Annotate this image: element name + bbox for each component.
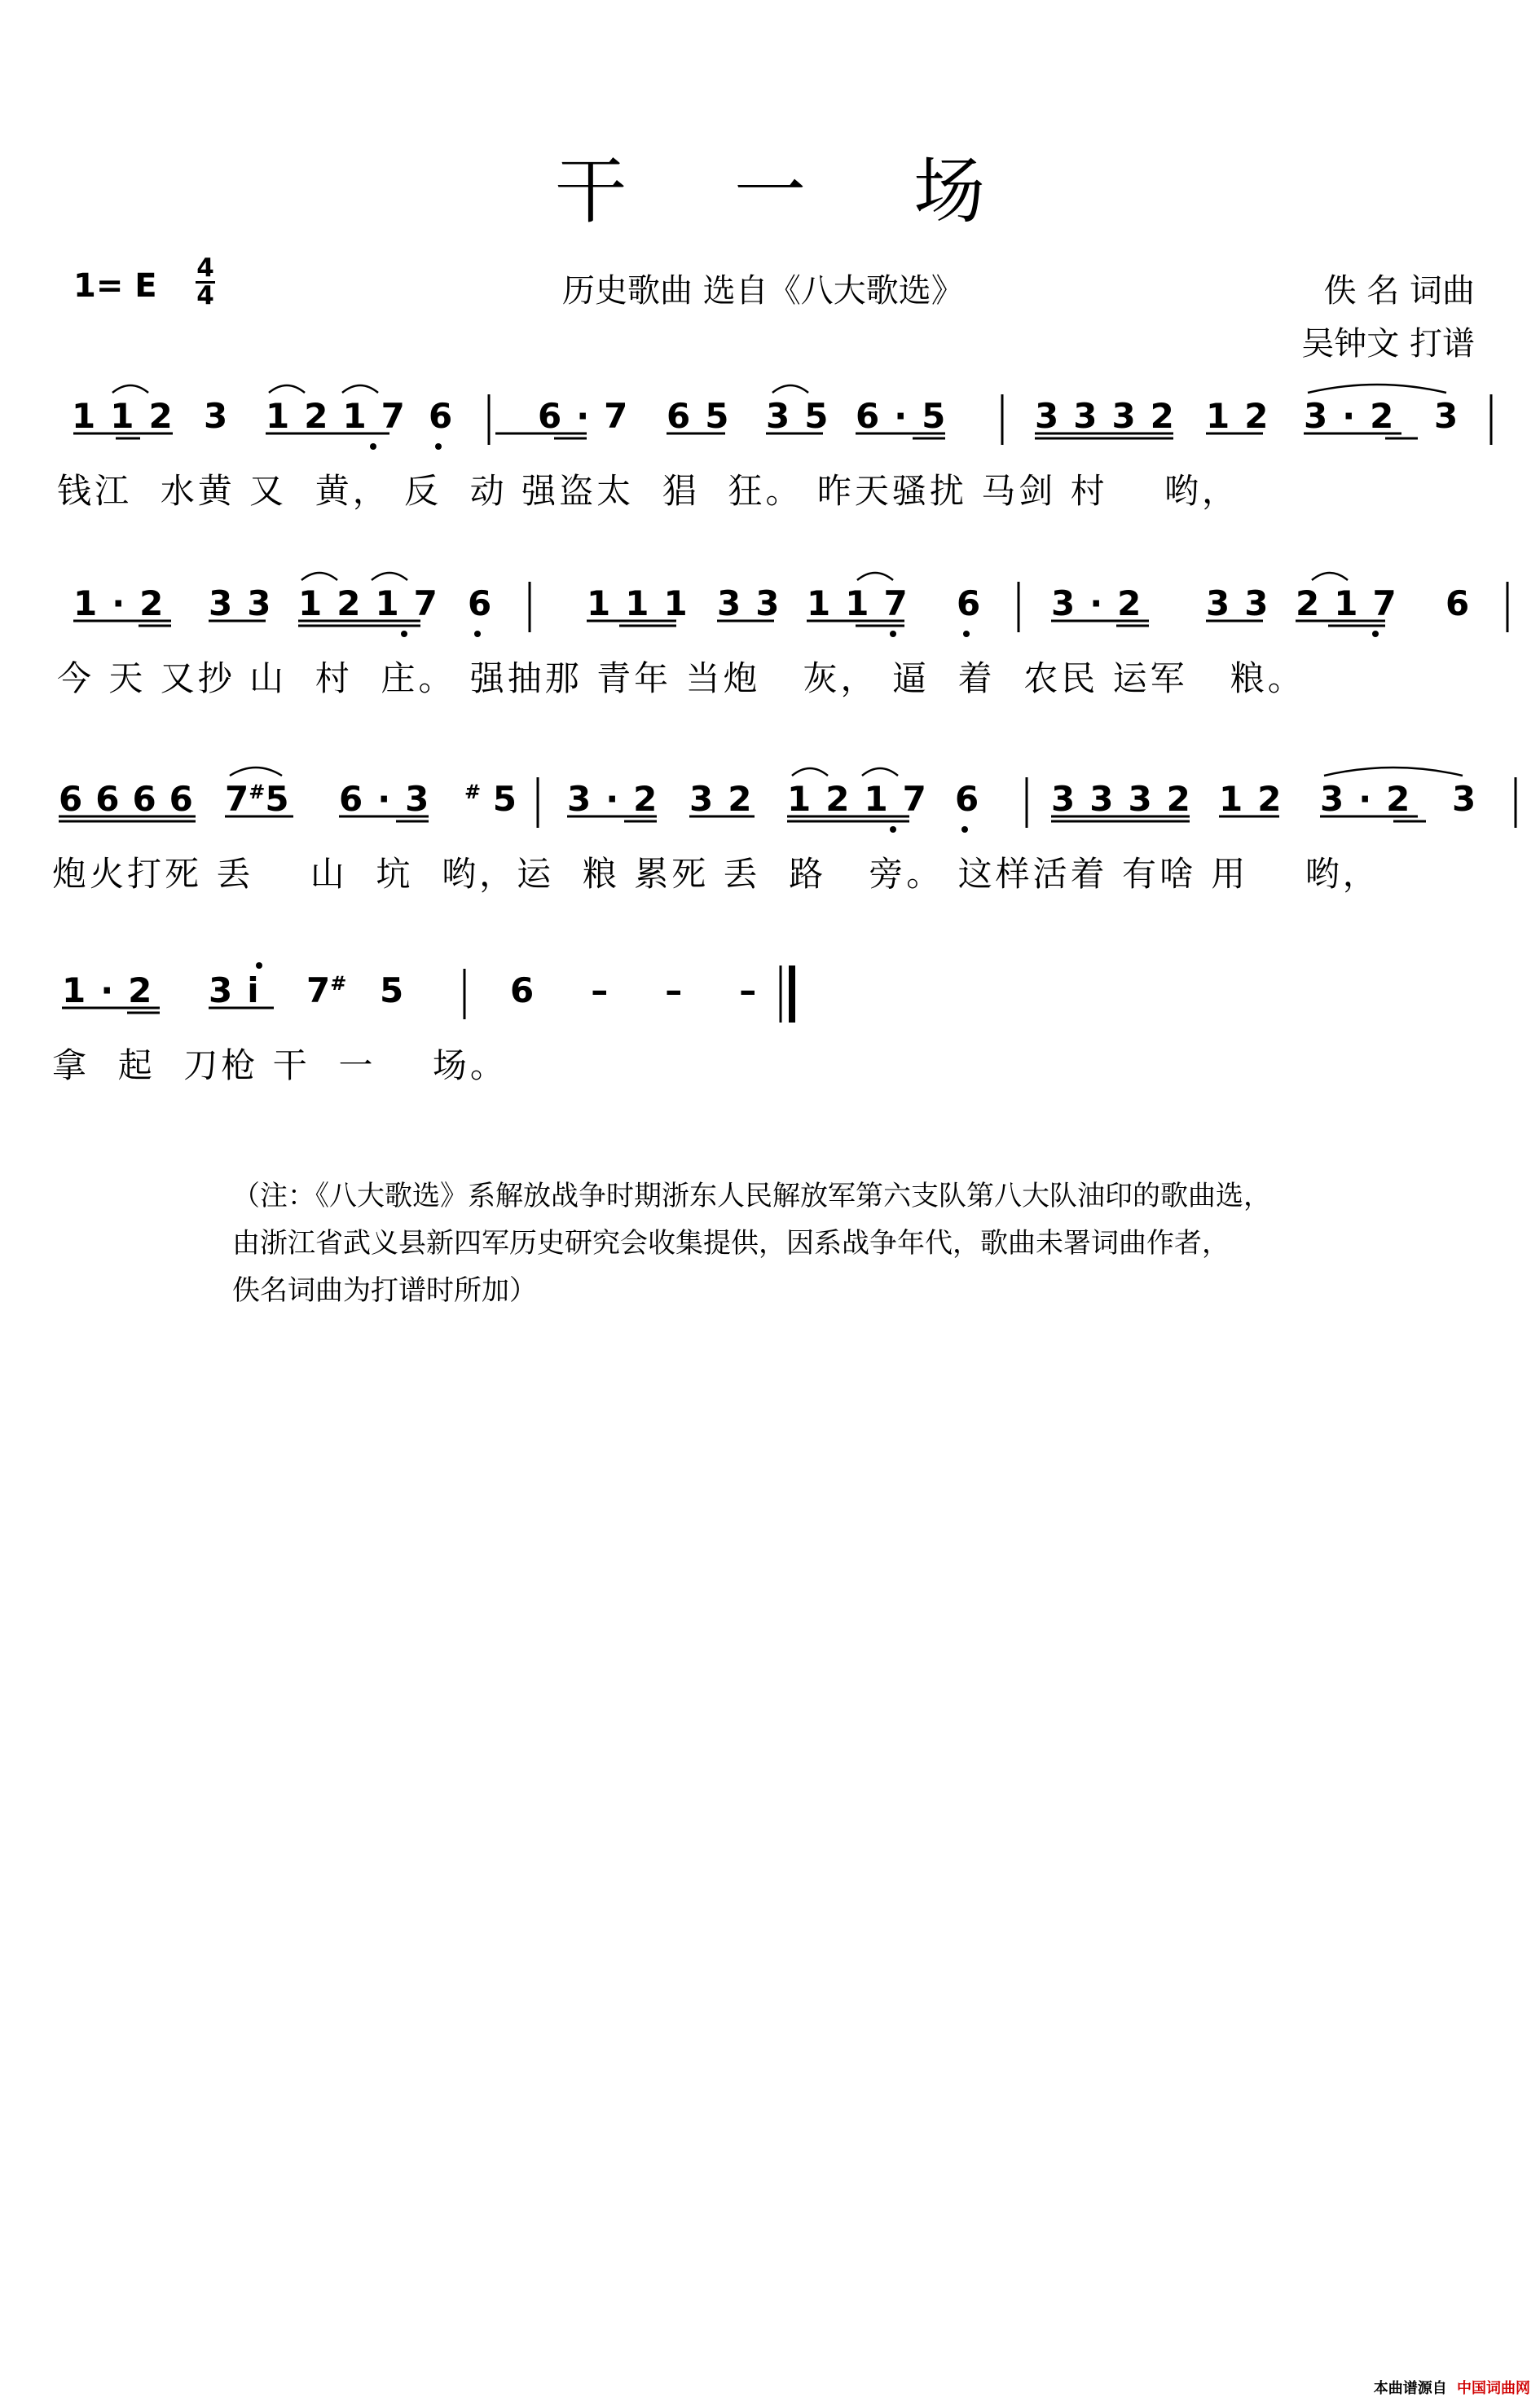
score-line-4-notes-b: 3ⅰ <box>209 970 274 1010</box>
lyrics-line-2: 今 天 又抄 山 村 庄。 强抽那 青年 当炮 灰， 逼 着 农民 运军 粮。 <box>57 658 1305 698</box>
score-line-2-notes-c: 1217 <box>298 583 452 623</box>
score-line-2 <box>49 578 1516 636</box>
footnote-line-2: 由浙江省武义县新四军历史研究会收集提供，因系战争年代，歌曲未署词曲作者， <box>232 1226 1230 1260</box>
score-line-1-note: 3 <box>204 396 228 436</box>
score-line-3-notes-b: 7#5 <box>225 779 289 819</box>
score-line-3-note: # 5 <box>464 779 517 819</box>
score-line-4 <box>49 965 1516 1023</box>
time-signature <box>196 253 215 310</box>
footer-site-link[interactable]: 中国词曲网 <box>1457 2380 1530 2397</box>
score-line-3-notes-d: 3·2 <box>567 779 672 819</box>
score-line-3-notes-g: 3332 <box>1051 779 1205 819</box>
score-line-3-notes-e: 32 <box>689 779 767 819</box>
footer-source: 本曲谱源自 <box>1373 2380 1447 2397</box>
time-signature-denominator: 4 <box>196 281 214 310</box>
key-signature: 1= E <box>73 267 157 305</box>
score-line-4-note: 5 <box>380 970 404 1010</box>
score-line-1-notes-a: 112 <box>72 396 187 436</box>
score-line-3-notes-c: 6·3 <box>339 779 444 819</box>
lyrics-line-1: 钱江 水黄 又 黄， 反 动 强盗太 猖 狂。 昨天骚扰 马剑 村 哟， <box>57 471 1240 511</box>
score-line-3-notes-a: 6666 <box>59 779 206 819</box>
score-line-2-notes-i: 217 <box>1296 583 1411 623</box>
song-title: 干 一 场 <box>555 149 1027 233</box>
score-line-1-notes-g: 3332 <box>1035 396 1189 436</box>
score-line-2-note: 6 <box>1445 583 1470 623</box>
score-line-3-notes-f: 1217 <box>787 779 941 819</box>
score-line-3-notes-h: 12 <box>1219 779 1296 819</box>
footnote-line-1: （注：《八大歌选》系解放战争时期浙东人民解放军第六支队第八大队油印的歌曲选， <box>232 1180 1271 1212</box>
score-line-2-note: 6 <box>468 583 492 623</box>
score-line-1-note: 6 <box>429 396 453 436</box>
score-line-1-notes-f: 6·5 <box>856 396 961 436</box>
score-line-1 <box>49 391 1516 448</box>
score-line-1-notes-c: 6·7 <box>538 396 643 436</box>
score-line-4-notes-c: 7# <box>306 970 347 1010</box>
score-line-2-notes-a: 1·2 <box>73 583 178 623</box>
time-signature-numerator: 4 <box>196 253 214 283</box>
lyrics-line-4: 拿 起 刀枪 干 一 场。 <box>52 1045 508 1085</box>
score-line-1-notes-e: 35 <box>766 396 843 436</box>
score-line-2-note: 6 <box>957 583 981 623</box>
score-line-4-notes-a: 1·2 <box>62 970 167 1010</box>
composer-credit: 佚 名 词曲 <box>1323 272 1475 310</box>
footnote-line-3: 佚名词曲为打谱时所加） <box>232 1273 537 1307</box>
lyrics-line-3: 炮火打死 丢 山 坑 哟，运 粮 累死 丢 路 旁。 这样活着 有啥 用 哟， <box>52 854 1380 894</box>
score-line-2-notes-d: 111 <box>587 583 702 623</box>
score-line-1-notes-h: 12 <box>1206 396 1283 436</box>
score-line-2-notes-e: 33 <box>717 583 794 623</box>
score-line-1-notes-b: 1217 <box>266 396 420 436</box>
transcriber-credit: 吴钟文 打谱 <box>1301 325 1475 363</box>
score-line-3-note: 6 <box>955 779 979 819</box>
subtitle: 历史歌曲 选自《八大歌选》 <box>562 272 964 310</box>
score-line-2-notes-h: 33 <box>1206 583 1283 623</box>
footnote <box>232 1173 1389 1314</box>
score-line-2-notes-g: 3·2 <box>1051 583 1156 623</box>
score-line-2-notes-f: 117 <box>807 583 922 623</box>
footer <box>1374 2377 1530 2398</box>
score-line-4-notes-d: 6––– <box>510 970 814 1010</box>
score-line-3 <box>49 774 1516 831</box>
score-line-2-notes-b: 33 <box>209 583 286 623</box>
score-line-1-notes-d: 65 <box>667 396 744 436</box>
score-line-1-notes-i: 3·2 <box>1304 396 1409 436</box>
score-line-3-notes-i: 3·2 <box>1320 779 1425 819</box>
score-line-3-note: 3 <box>1452 779 1476 819</box>
score-line-1-note: 3 <box>1434 396 1459 436</box>
